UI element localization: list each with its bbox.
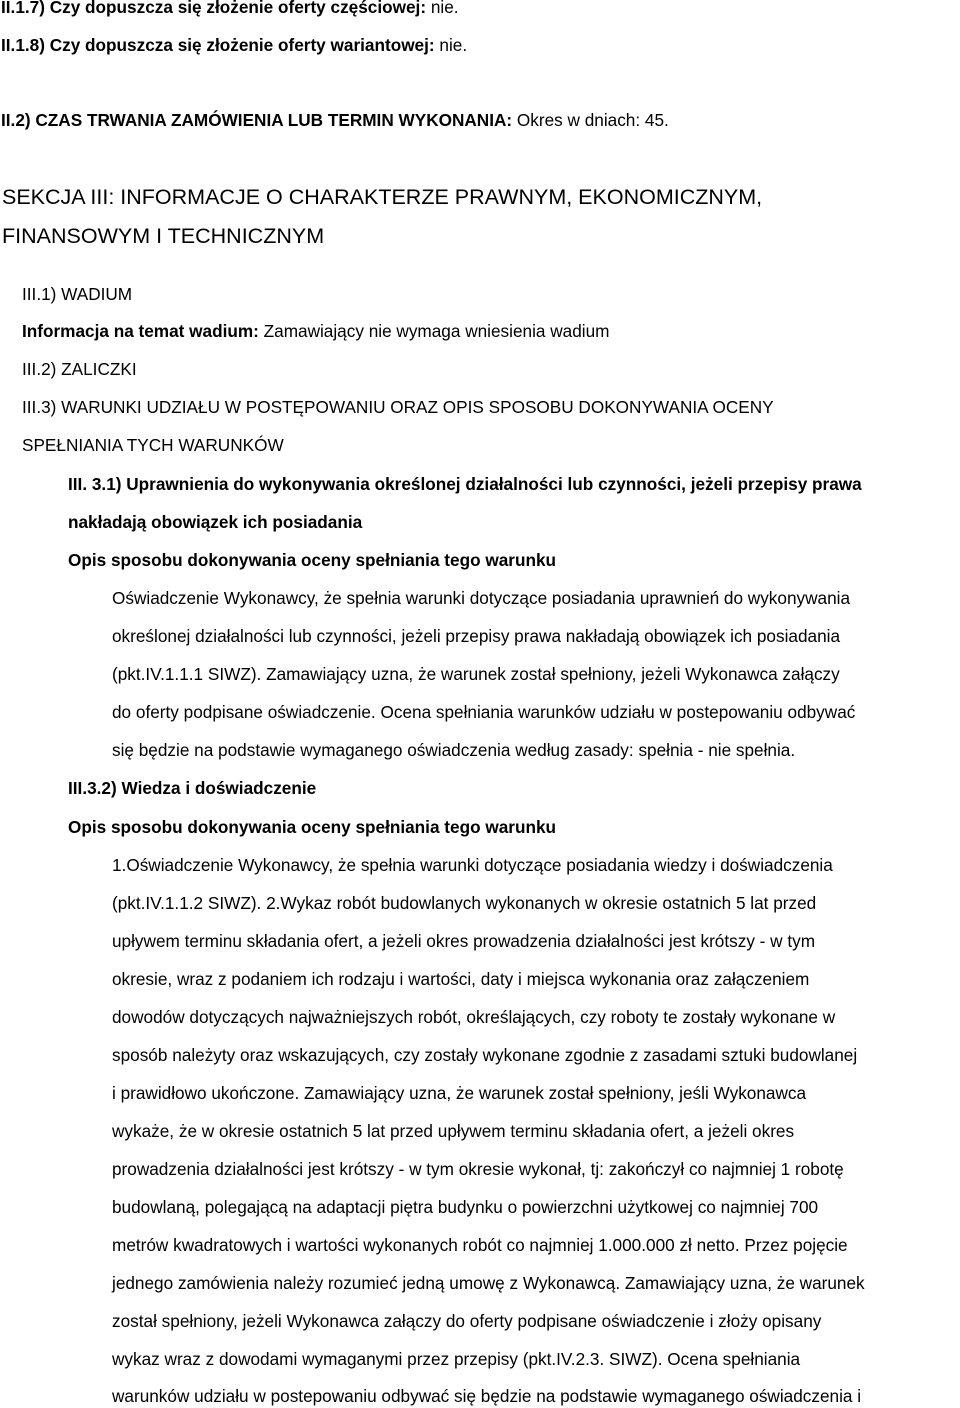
condition-title-line: nakładają obowiązek ich posiadania (68, 512, 363, 532)
item-value: nie. (430, 0, 459, 17)
body-line: budowlaną, polegającą na adaptacji piętra budynku o powierzchni użytkowej co najmniej 700 (112, 1197, 819, 1217)
subsection-title-line: III.3) WARUNKI UDZIAŁU W POSTĘPOWANIU ORAZ OPIS SPOSOBU DOKONYWANIA OCENY (22, 397, 774, 417)
condition-title-wiedza: III.3.2) Wiedza i doświadczenie (68, 778, 317, 798)
body-line: wykaże, że w okresie ostatnich 5 lat przed upływem terminu składania ofert, a jeżeli okres (112, 1121, 795, 1141)
item-value: Okres w dniach: 45. (516, 110, 669, 130)
body-line: dowodów dotyczących najważniejszych robót, określających, czy roboty te zostały wykonane w (112, 1007, 836, 1027)
opis-label: Opis sposobu dokonywania oceny spełniania tego warunku (68, 817, 557, 837)
subsection-title-wadium: III.1) WADIUM (22, 284, 133, 304)
body-line: upływem terminu składania ofert, a jeżeli okres prowadzenia działalności jest krótszy - w tym (112, 931, 816, 951)
body-line: okresie, wraz z podaniem ich rodzaju i wartości, daty i miejsca wykonania oraz załączeniem (112, 969, 810, 989)
item-value: nie. (439, 35, 468, 55)
body-line: i prawidłowo ukończone. Zamawiający uzna, że warunek został spełniony, jeśli Wykonawca (112, 1083, 807, 1103)
opis-label: Opis sposobu dokonywania oceny spełniania tego warunku (68, 550, 557, 570)
section-heading-line: FINANSOWYM I TECHNICZNYM (2, 224, 325, 248)
body-line: określonej działalności lub czynności, jeżeli przepisy prawa nakładają obowiązek ich posiadania (112, 626, 841, 646)
body-line: warunków udziału w postepowaniu odbywać się będzie na podstawie wymaganego oświadczenia i (112, 1386, 862, 1406)
condition-title-line: III. 3.1) Uprawnienia do wykonywania określonej działalności lub czynności, jeżeli przepisy prawa (68, 474, 862, 494)
wadium-info (22, 321, 609, 341)
item-ii-1-8 (1, 35, 467, 55)
item-label: II.1.8) Czy dopuszcza się złożenie oferty wariantowej: (1, 35, 435, 55)
body-line: sposób należyty oraz wskazujących, czy zostały wykonane zgodnie z zasadami sztuki budowlanej (112, 1045, 858, 1065)
body-line: prowadzenia działalności jest krótszy - w tym okresie wykonał, tj: zakończył co najmniej 1 robotę (112, 1159, 844, 1179)
body-line: metrów kwadratowych i wartości wykonanych robót co najmniej 1.000.000 zł netto. Przez pojęcie (112, 1235, 848, 1255)
body-line: jednego zamówienia należy rozumieć jedną umowę z Wykonawcą. Zamawiający uzna, że warunek (112, 1273, 865, 1293)
body-line: do oferty podpisane oświadczenie. Ocena spełniania warunków udziału w postepowaniu odbywać (112, 702, 856, 722)
section-heading-line: SEKCJA III: INFORMACJE O CHARAKTERZE PRAWNYM, EKONOMICZNYM, (2, 185, 763, 209)
item-label: II.2) CZAS TRWANIA ZAMÓWIENIA LUB TERMIN WYKONANIA: (1, 110, 513, 130)
body-line: został spełniony, jeżeli Wykonawca załączy do oferty podpisane oświadczenie i złoży opisany (112, 1311, 822, 1331)
body-line: (pkt.IV.1.1.2 SIWZ). 2.Wykaz robót budowlanych wykonanych w okresie ostatnich 5 lat przed (112, 893, 817, 913)
wadium-info-label: Informacja na temat wadium: (22, 321, 259, 341)
subsection-title-zaliczki: III.2) ZALICZKI (22, 359, 137, 379)
item-ii-1-7 (1, 0, 459, 17)
subsection-title-line: SPEŁNIANIA TYCH WARUNKÓW (22, 435, 284, 455)
item-ii-2 (1, 110, 669, 130)
body-line: (pkt.IV.1.1.1 SIWZ). Zamawiający uzna, że warunek został spełniony, jeżeli Wykonawca załączy (112, 664, 840, 684)
body-line: wykaz wraz z dowodami wymaganymi przez przepisy (pkt.IV.2.3. SIWZ). Ocena spełniania (112, 1349, 801, 1369)
body-line: się będzie na podstawie wymaganego oświadczenia według zasady: spełnia - nie spełnia. (112, 740, 796, 760)
wadium-info-value: Zamawiający nie wymaga wniesienia wadium (263, 321, 610, 341)
item-label: II.1.7) Czy dopuszcza się złożenie oferty częściowej: (1, 0, 427, 17)
body-line: 1.Oświadczenie Wykonawcy, że spełnia warunki dotyczące posiadania wiedzy i doświadczenia (112, 855, 833, 875)
body-line: Oświadczenie Wykonawcy, że spełnia warunki dotyczące posiadania uprawnień do wykonywania (112, 588, 851, 608)
